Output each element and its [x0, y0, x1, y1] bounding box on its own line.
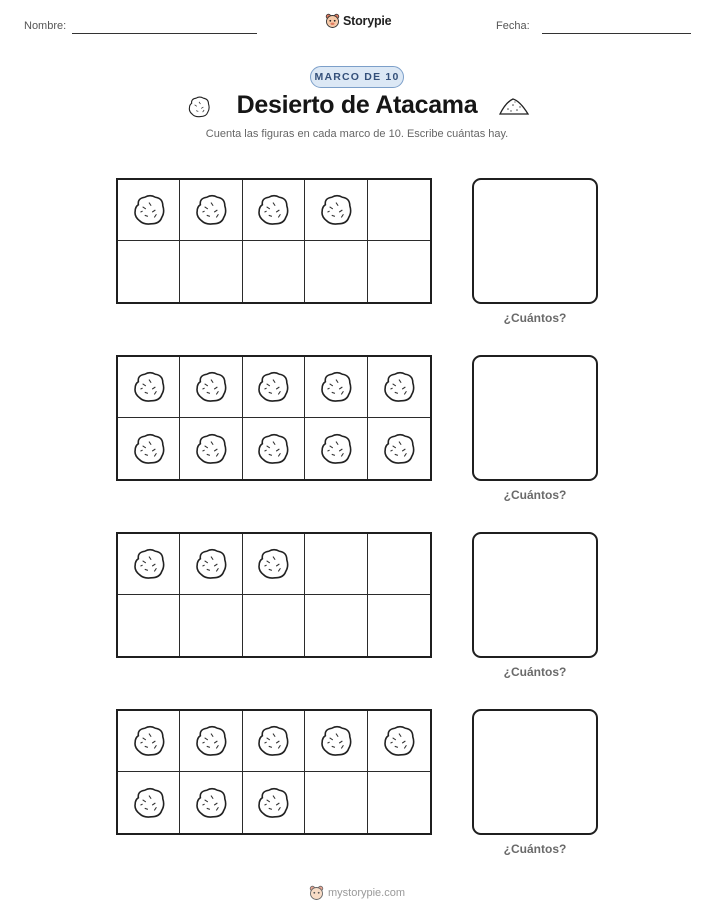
rock-icon [256, 548, 290, 580]
worksheet-type-badge: MARCO DE 10 [310, 66, 404, 88]
ten-frame-cell [368, 241, 430, 302]
rock-icon [382, 725, 416, 757]
ten-frame-cell [368, 357, 430, 418]
storypie-mascot-icon [325, 13, 340, 29]
ten-frame-cell [368, 595, 430, 656]
ten-frame-cell [305, 418, 367, 479]
rock-icon [256, 725, 290, 757]
storypie-logo [325, 13, 391, 29]
rock-icon [194, 194, 228, 226]
ten-frame-cell [118, 357, 180, 418]
rock-icon [319, 433, 353, 465]
storypie-mascot-icon [309, 885, 324, 901]
page-title: Desierto de Atacama [236, 91, 478, 119]
ten-frame-cell [180, 418, 242, 479]
ten-frame-cell [180, 180, 242, 241]
rock-icon [319, 725, 353, 757]
how-many-label-2: ¿Cuántos? [503, 488, 567, 502]
rock-icon [256, 194, 290, 226]
ten-frame-cell [180, 711, 242, 772]
ten-frame-cell [180, 534, 242, 595]
ten-frame-cell [118, 711, 180, 772]
how-many-label-4: ¿Cuántos? [503, 842, 567, 856]
rock-icon [132, 787, 166, 819]
rock-icon [194, 725, 228, 757]
ten-frame-cell [118, 772, 180, 833]
rock-icon [319, 371, 353, 403]
footer-url: mystorypie.com [327, 887, 406, 899]
rock-icon [132, 548, 166, 580]
ten-frame-cell [305, 772, 367, 833]
rock-icon [256, 787, 290, 819]
sand-pile-icon [498, 96, 530, 116]
ten-frame-cell [118, 534, 180, 595]
rock-icon [194, 371, 228, 403]
answer-box-2[interactable] [472, 355, 598, 481]
how-many-label-1: ¿Cuántos? [503, 311, 567, 325]
rock-icon [132, 194, 166, 226]
rock-icon [132, 371, 166, 403]
ten-frame-1 [116, 178, 432, 304]
ten-frame-cell [180, 357, 242, 418]
how-many-label-3: ¿Cuántos? [503, 665, 567, 679]
ten-frame-cell [305, 534, 367, 595]
ten-frame-cell [243, 772, 305, 833]
rock-icon [194, 433, 228, 465]
ten-frame-cell [243, 534, 305, 595]
ten-frame-cell [305, 241, 367, 302]
rock-icon [256, 371, 290, 403]
ten-frame-cell [118, 241, 180, 302]
name-label: Nombre: [24, 20, 67, 32]
ten-frame-2 [116, 355, 432, 481]
date-label: Fecha: [496, 20, 530, 32]
ten-frame-cell [118, 595, 180, 656]
ten-frame-cell [368, 180, 430, 241]
ten-frame-cell [118, 180, 180, 241]
ten-frame-3 [116, 532, 432, 658]
rock-icon [132, 433, 166, 465]
ten-frame-cell [180, 772, 242, 833]
ten-frame-cell [243, 595, 305, 656]
rock-icon [382, 433, 416, 465]
rock-icon [194, 787, 228, 819]
ten-frame-cell [305, 595, 367, 656]
ten-frame-cell [243, 180, 305, 241]
answer-box-1[interactable] [472, 178, 598, 304]
ten-frame-cell [368, 534, 430, 595]
rock-icon [132, 725, 166, 757]
ten-frame-4 [116, 709, 432, 835]
ten-frame-cell [243, 711, 305, 772]
ten-frame-cell [180, 595, 242, 656]
ten-frame-cell [305, 711, 367, 772]
ten-frame-cell [368, 772, 430, 833]
brand-name: Storypie [343, 14, 392, 28]
date-write-line[interactable] [542, 33, 691, 34]
answer-box-3[interactable] [472, 532, 598, 658]
ten-frame-cell [243, 357, 305, 418]
ten-frame-cell [305, 357, 367, 418]
rock-icon [256, 433, 290, 465]
rock-icon [382, 371, 416, 403]
footer [0, 885, 714, 901]
rock-icon [319, 194, 353, 226]
ten-frame-cell [180, 241, 242, 302]
name-write-line[interactable] [72, 33, 257, 34]
ten-frame-cell [243, 418, 305, 479]
ten-frame-cell [243, 241, 305, 302]
rock-icon [194, 548, 228, 580]
instructions: Cuenta las figuras en cada marco de 10. Escribe cuántas hay. [205, 128, 509, 140]
answer-box-4[interactable] [472, 709, 598, 835]
ten-frame-cell [368, 711, 430, 772]
ten-frame-cell [118, 418, 180, 479]
ten-frame-cell [305, 180, 367, 241]
ten-frame-cell [368, 418, 430, 479]
